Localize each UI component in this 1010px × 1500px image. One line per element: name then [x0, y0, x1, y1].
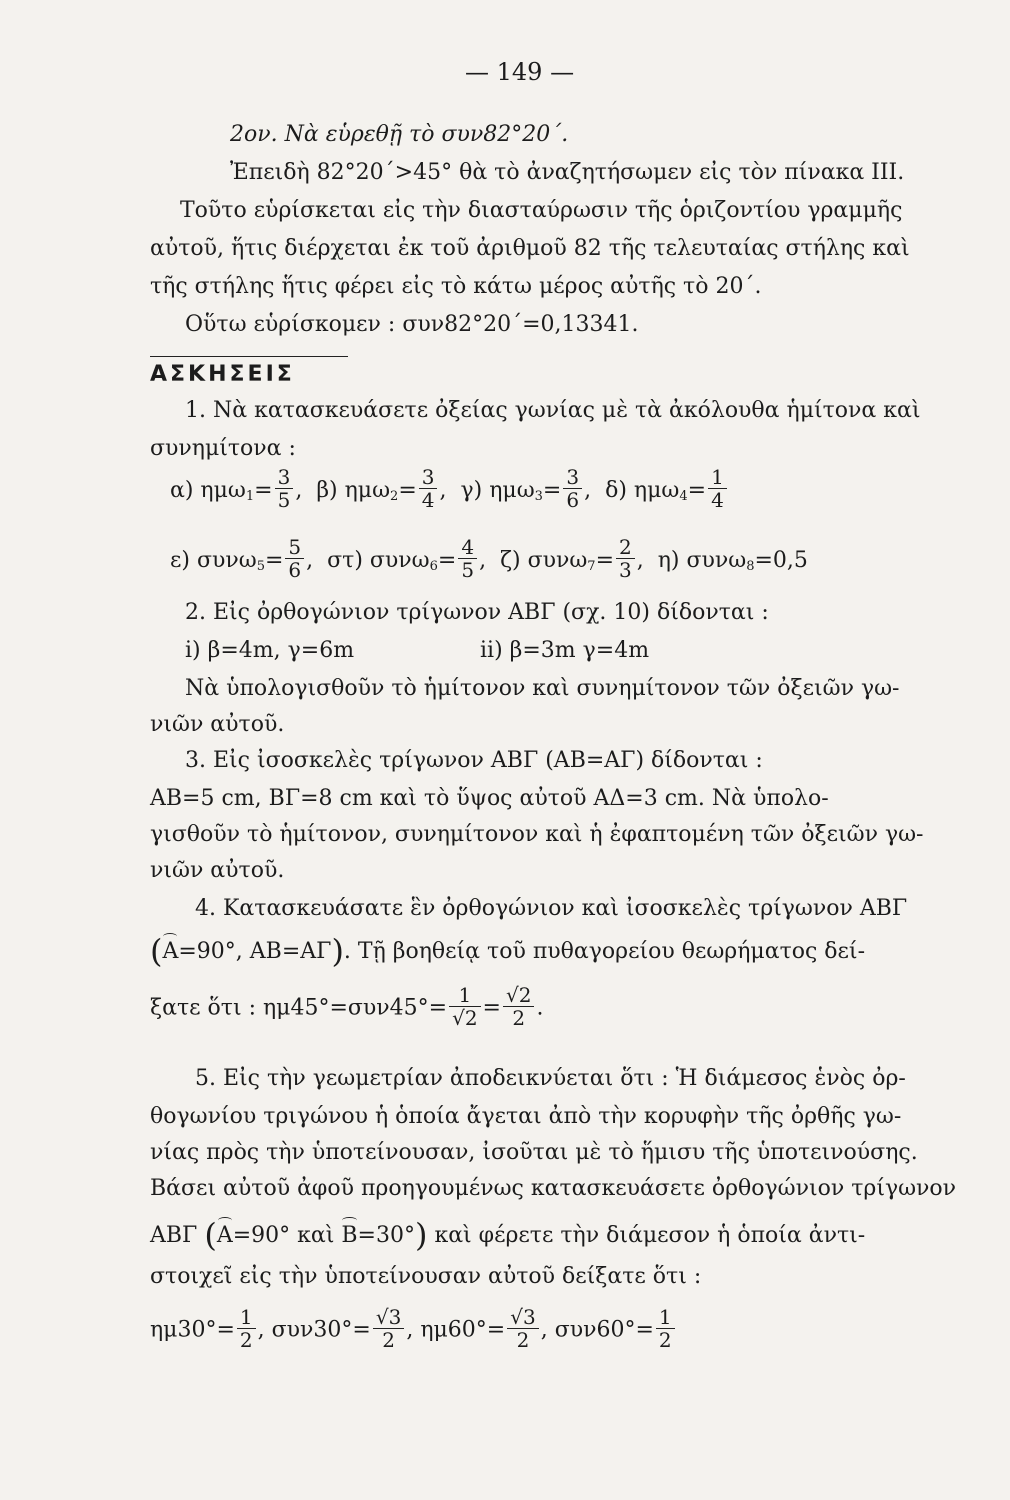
- ex1-row-2: [170, 535, 808, 583]
- ex2-given-ii: ii) β=3m γ=4m: [480, 638, 650, 663]
- fraction: $\frac{√3}{2}$: [373, 1306, 404, 1351]
- item-d: δ) ημω$_4$= $\frac{1}{4}$: [605, 478, 729, 503]
- item-b: β) ημω$_2$= $\frac{3}{4}$ ,: [316, 465, 447, 512]
- intro-line-3: αὐτοῦ, ἥτις διέρχεται ἐκ τοῦ ἀριθμοῦ 82 τῆς τελευταίας στήλης καὶ: [150, 236, 910, 261]
- fraction: $\frac{1}{√2}$: [449, 984, 480, 1029]
- ex5-line-2: θογωνίου τριγώνου ἡ ὁποία ἄγεται ἀπὸ τὴν κορυφὴν τῆς ὀρθῆς γω-: [150, 1104, 902, 1129]
- ex5-line-1: 5. Εἰς τὴν γεωμετρίαν ἀποδεικνύεται ὅτι : Ἡ διάμεσος ἑνὸς ὀρ-: [195, 1066, 906, 1091]
- fraction: $\frac{5}{6}$: [285, 536, 304, 581]
- fraction: $\frac{1}{2}$: [656, 1306, 675, 1351]
- fraction: $\frac{4}{5}$: [458, 536, 477, 581]
- fraction: $\frac{2}{3}$: [616, 536, 635, 581]
- ex3-line-3: γισθοῦν τὸ ἡμίτονον, συνημίτονον καὶ ἡ ἐφαπτομένη τῶν ὀξειῶν γω-: [150, 822, 924, 847]
- item-g: γ) ημω$_3$= $\frac{3}{6}$ ,: [460, 465, 592, 512]
- fraction: $\frac{√2}{2}$: [503, 984, 534, 1029]
- fraction: $\frac{3}{5}$: [275, 466, 294, 511]
- ex4-line-2: (Α=90°, ΑΒ=ΑΓ). Τῇ βοηθείᾳ τοῦ πυθαγορείου θεωρήματος δεί-: [150, 932, 865, 970]
- intro-subheading: 2ον. Νὰ εὑρεθῇ τὸ συν82°20΄.: [230, 122, 569, 147]
- fraction: $\frac{√3}{2}$: [507, 1306, 538, 1351]
- ex2-line-1: 2. Εἰς ὀρθογώνιον τρίγωνον ΑΒΓ (σχ. 10) δίδονται :: [185, 600, 769, 625]
- ex5-line-4: Βάσει αὐτοῦ ἀφοῦ προηγουμένως κατασκευάσετε ὀρθογώνιον τρίγωνον: [150, 1176, 957, 1201]
- intro-line-2: Τοῦτο εὑρίσκεται εἰς τὴν διασταύρωσιν τῆς ὁριζοντίου γραμμῆς: [180, 198, 903, 223]
- intro-line-1: Ἐπειδὴ 82°20΄>45° θὰ τὸ ἀναζητήσωμεν εἰς τὸν πίνακα ΙΙΙ.: [230, 160, 905, 185]
- ex1-line-1: 1. Νὰ κατασκευάσετε ὀξείας γωνίας μὲ τὰ ἀκόλουθα ἡμίτονα καὶ: [185, 398, 921, 423]
- ex2-line-3: Νὰ ὑπολογισθοῦν τὸ ἡμίτονον καὶ συνημίτονον τῶν ὀξειῶν γω-: [185, 676, 900, 701]
- angle-hat: Α: [216, 1223, 233, 1248]
- item-h: η) συνω$_8$=0,5: [657, 547, 808, 574]
- item-a: α) ημω$_1$= $\frac{3}{5}$ ,: [170, 465, 303, 512]
- ex1-line-2: συνημίτονα :: [150, 436, 296, 461]
- ex5-line-6: στοιχεῖ εἰς τὴν ὑποτείνουσαν αὐτοῦ δείξατε ὅτι :: [150, 1264, 702, 1289]
- angle-hat: Α: [162, 939, 179, 964]
- ex2-given-i: i) β=4m, γ=6m: [185, 638, 355, 663]
- ex5-line-3: νίας πρὸς τὴν ὑποτείνουσαν, ἰσοῦται μὲ τὸ ἥμισυ τῆς ὑποτεινούσης.: [150, 1140, 918, 1165]
- angle-hat: Β: [341, 1223, 358, 1248]
- section-title: ΑΣΚΗΣΕΙΣ: [150, 362, 295, 387]
- fraction: $\frac{1}{2}$: [237, 1306, 256, 1351]
- fraction: $\frac{3}{4}$: [419, 466, 438, 511]
- ex3-line-1: 3. Εἰς ἰσοσκελὲς τρίγωνον ΑΒΓ (ΑΒ=ΑΓ) δίδονται :: [185, 748, 763, 773]
- ex4-line-3: ξατε ὅτι : ημ45°=συν45°= $\frac{1}{√2}$ = $\frac{√2}{2}$ .: [150, 983, 544, 1030]
- intro-line-5: Οὕτω εὑρίσκομεν : συν82°20΄=0,13341.: [185, 312, 639, 337]
- ex4-line-1: 4. Κατασκευάσατε ἓν ὀρθογώνιον καὶ ἰσοσκελὲς τρίγωνον ΑΒΓ: [195, 896, 908, 921]
- item-z: ζ) συνω$_7$= $\frac{2}{3}$ ,: [500, 535, 644, 582]
- ex5-results: ημ30°= $\frac{1}{2}$ , συν30°= $\frac{√3}{2}$ , ημ60°= $\frac{√3}{2}$ , συν60°= $\frac{1}{2}$: [150, 1308, 677, 1353]
- ex1-row-1: [170, 465, 729, 513]
- item-e: ε) συνω$_5$= $\frac{5}{6}$ ,: [170, 535, 314, 582]
- intro-line-4: τῆς στήλης ἥτις φέρει εἰς τὸ κάτω μέρος αὐτῆς τὸ 20΄.: [150, 274, 762, 299]
- fraction: $\frac{3}{6}$: [563, 466, 582, 511]
- section-rule: [150, 356, 348, 357]
- fraction: $\frac{1}{4}$: [708, 466, 727, 511]
- ex5-line-5: ΑΒΓ (Α=90° καὶ Β=30°) καὶ φέρετε τὴν διάμεσον ἡ ὁποία ἀντι-: [150, 1216, 866, 1254]
- ex3-line-4: νιῶν αὐτοῦ.: [150, 858, 285, 883]
- item-st: στ) συνω$_6$= $\frac{4}{5}$ ,: [327, 535, 487, 582]
- ex3-line-2: ΑΒ=5 cm, ΒΓ=8 cm καὶ τὸ ὕψος αὐτοῦ ΑΔ=3 cm. Νὰ ὑπολο-: [150, 786, 829, 811]
- page-number: — 149 —: [465, 58, 575, 86]
- ex2-line-4: νιῶν αὐτοῦ.: [150, 712, 285, 737]
